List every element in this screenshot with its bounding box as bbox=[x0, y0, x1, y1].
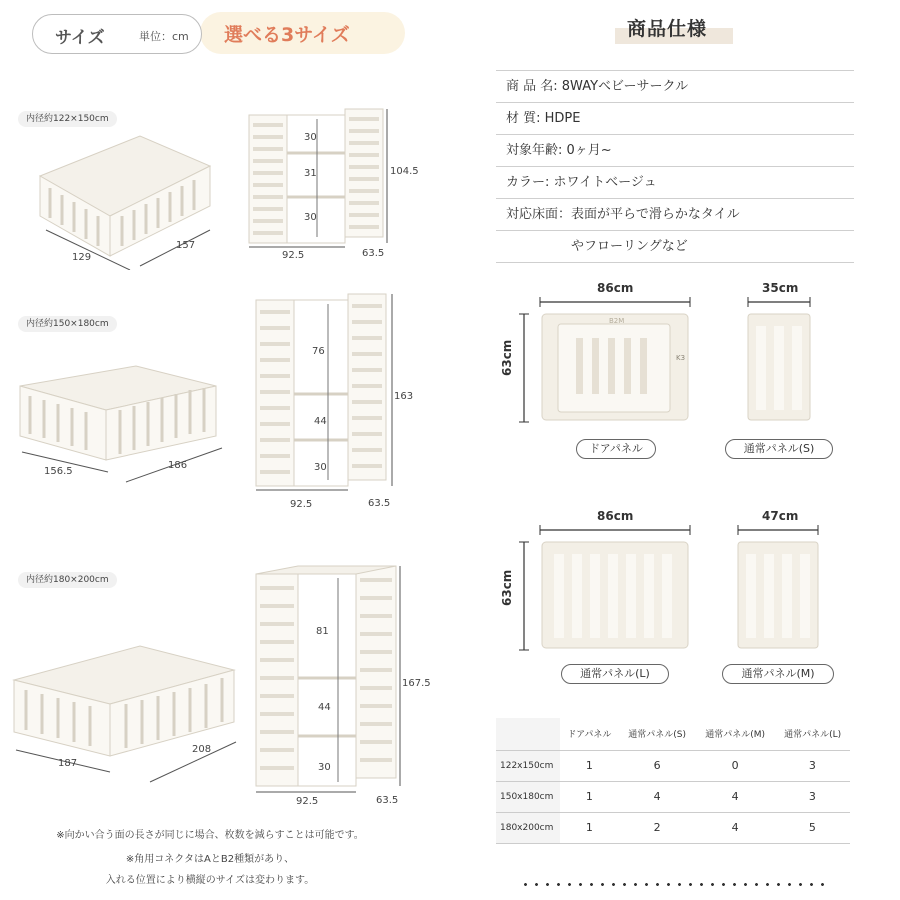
size-title: サイズ bbox=[55, 28, 105, 48]
shelf-seg-3: 30 bbox=[304, 212, 317, 223]
table-cell: 3 bbox=[775, 781, 850, 812]
shelf-width: 92.5 bbox=[296, 796, 319, 807]
spec-row-name: 商 品 名: 8WAYベビーサークル bbox=[496, 71, 854, 103]
door-panel-illustration bbox=[500, 294, 700, 430]
shelf-seg-1: 76 bbox=[312, 346, 325, 357]
panel-m-width: 47cm bbox=[762, 509, 799, 523]
panel-l-width: 86cm bbox=[597, 509, 634, 523]
table-row-label: 150x180cm bbox=[496, 781, 560, 812]
note-3: 入れる位置により横縦のサイズは変わります。 bbox=[105, 875, 315, 886]
shelf-width: 92.5 bbox=[282, 250, 305, 261]
door-panel-label: ドアパネル bbox=[576, 439, 656, 459]
shelf-height: 167.5 bbox=[402, 678, 431, 689]
spec-row-color: カラー: ホワイトベージュ bbox=[496, 167, 854, 199]
spec-title bbox=[615, 14, 733, 44]
playpen-depth: 157 bbox=[176, 240, 196, 251]
table-cell: 4 bbox=[695, 781, 774, 812]
shelf-seg-2: 31 bbox=[304, 168, 317, 179]
table-cell: 6 bbox=[619, 750, 696, 781]
shelf-depth: 63.5 bbox=[362, 248, 385, 259]
spec-row-age: 対象年齢: 0ヶ月~ bbox=[496, 135, 854, 167]
inner-size-tag: 内径約122×150cm bbox=[18, 111, 117, 127]
panel-l-illustration bbox=[500, 522, 700, 656]
door-panel-logo: B2M bbox=[609, 317, 625, 325]
table-header: 通常パネル(S) bbox=[619, 718, 696, 750]
playpen-width: 187 bbox=[58, 758, 78, 769]
table-header: ドアパネル bbox=[560, 718, 619, 750]
shelf-depth: 63.5 bbox=[376, 795, 399, 806]
table-cell: 4 bbox=[619, 781, 696, 812]
shelf-seg-1: 30 bbox=[304, 132, 317, 143]
spec-row-floor: 対応床面：表面が平らで滑らかなタイル bbox=[496, 199, 854, 231]
inner-size-tag: 内径約150×180cm bbox=[18, 316, 117, 332]
table-row-label: 180x200cm bbox=[496, 812, 560, 843]
panel-m-label: 通常パネル(M) bbox=[722, 664, 834, 684]
table-corner bbox=[496, 718, 560, 750]
table-cell: 1 bbox=[560, 750, 619, 781]
shelf-height: 104.5 bbox=[390, 166, 419, 177]
spec-row-floor-cont: やフローリングなど bbox=[496, 231, 854, 263]
playpen-illustration bbox=[10, 640, 240, 790]
table-cell: 1 bbox=[560, 781, 619, 812]
panel-m-illustration bbox=[730, 522, 826, 656]
shelf-illustration bbox=[245, 105, 395, 250]
shelf-height: 163 bbox=[394, 391, 414, 402]
playpen-depth: 208 bbox=[192, 744, 212, 755]
panel-s-label: 通常パネル(S) bbox=[725, 439, 833, 459]
table-cell: 3 bbox=[775, 750, 850, 781]
shelf-seg-2: 44 bbox=[318, 702, 331, 713]
playpen-width: 156.5 bbox=[44, 466, 73, 477]
choose-sizes-badge bbox=[200, 12, 405, 54]
table-cell: 5 bbox=[775, 812, 850, 843]
playpen-width: 129 bbox=[72, 252, 92, 263]
table-cell: 2 bbox=[619, 812, 696, 843]
table-header: 通常パネル(L) bbox=[775, 718, 850, 750]
note-2: ※角用コネクタはAとB2種類があり、 bbox=[125, 854, 295, 865]
dotted-divider bbox=[520, 883, 832, 886]
panel-s-illustration bbox=[740, 294, 820, 430]
choose-sizes-label: 選べる3サイズ bbox=[224, 24, 350, 46]
door-panel-width: 86cm bbox=[597, 281, 634, 295]
note-1: ※向かい合う面の長さが同じに場合、枚数を減らすことは可能です。 bbox=[56, 830, 364, 841]
shelf-seg-1: 81 bbox=[316, 626, 329, 637]
shelf-depth: 63.5 bbox=[368, 498, 391, 509]
playpen-depth: 186 bbox=[168, 460, 188, 471]
unit-label: 単位：cm bbox=[139, 30, 189, 43]
table-row-label: 122x150cm bbox=[496, 750, 560, 781]
shelf-width: 92.5 bbox=[290, 499, 313, 510]
shelf-illustration bbox=[252, 290, 402, 500]
spec-row-material: 材 質: HDPE bbox=[496, 103, 854, 135]
panel-l-label: 通常パネル(L) bbox=[561, 664, 669, 684]
table-cell: 1 bbox=[560, 812, 619, 843]
inner-size-tag: 内径約180×200cm bbox=[18, 572, 117, 588]
shelf-seg-3: 30 bbox=[314, 462, 327, 473]
shelf-seg-3: 30 bbox=[318, 762, 331, 773]
door-panel-lock: K3 bbox=[676, 354, 686, 362]
shelf-seg-2: 44 bbox=[314, 416, 327, 427]
table-row bbox=[496, 781, 850, 812]
size-header bbox=[32, 14, 202, 54]
table-header: 通常パネル(M) bbox=[695, 718, 774, 750]
panel-l-height: 63cm bbox=[500, 569, 514, 606]
panel-count-table bbox=[496, 718, 850, 844]
table-row bbox=[496, 750, 850, 781]
panel-s-width: 35cm bbox=[762, 281, 799, 295]
table-row bbox=[496, 812, 850, 843]
door-panel-height: 63cm bbox=[500, 339, 514, 376]
spec-title-text: 商品仕様 bbox=[627, 18, 708, 40]
table-header-row bbox=[496, 718, 850, 750]
table-cell: 4 bbox=[695, 812, 774, 843]
table-cell: 0 bbox=[695, 750, 774, 781]
